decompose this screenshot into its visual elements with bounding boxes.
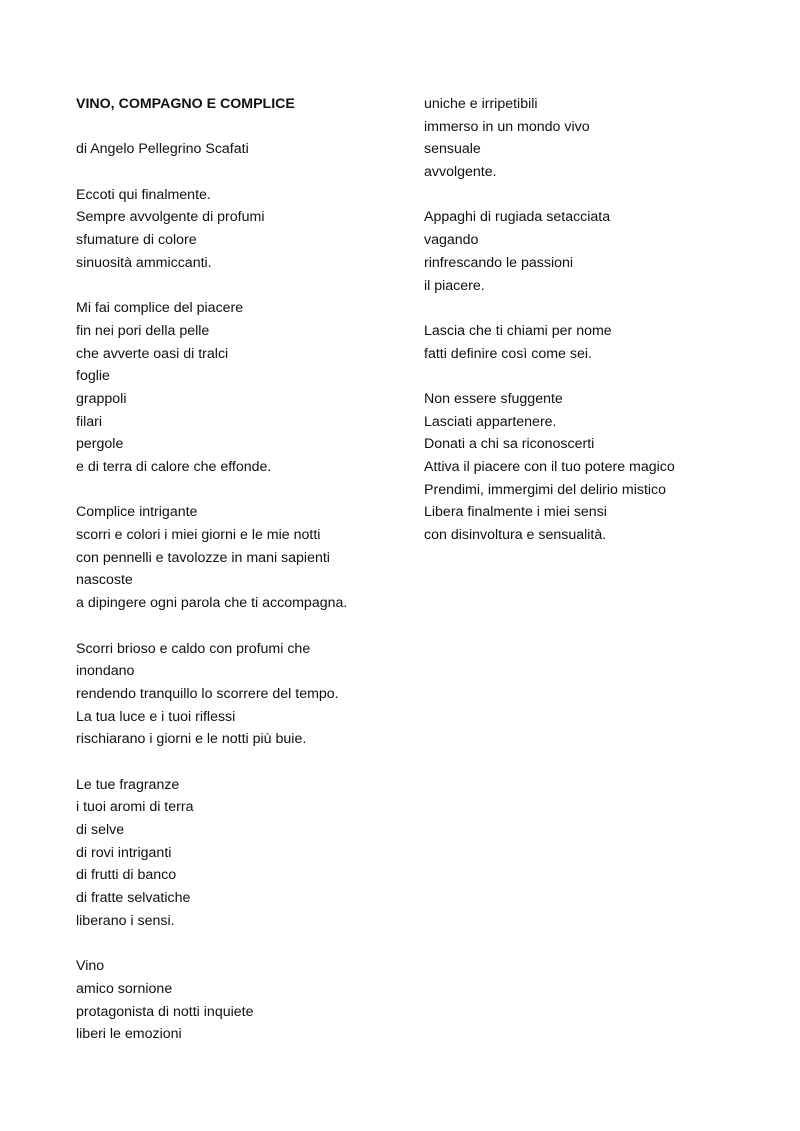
poem-line: avvolgente. bbox=[424, 164, 497, 181]
poem-line: sinuosità ammiccanti. bbox=[76, 254, 212, 271]
poem-line: inondano bbox=[76, 663, 135, 680]
poem-line: e di terra di calore che effonde. bbox=[76, 459, 272, 475]
stanza-break bbox=[76, 932, 406, 955]
poem-line: rinfrescando le passioni bbox=[424, 254, 574, 271]
poem-line: di selve bbox=[76, 822, 125, 838]
poem-line: i tuoi aromi di terra bbox=[76, 799, 194, 816]
poem-line: La tua luce e i tuoi riflessi bbox=[76, 708, 236, 725]
poem-line: di rovi intriganti bbox=[76, 844, 172, 861]
poem-line: filari bbox=[76, 413, 103, 430]
poem-line: di frutti di banco bbox=[76, 867, 177, 884]
poem-line: Complice intrigante bbox=[76, 504, 198, 521]
stanza-break bbox=[424, 365, 774, 388]
stanza-break bbox=[76, 161, 406, 184]
poem-line: Mi fai complice del piacere bbox=[76, 300, 244, 317]
stanza-break bbox=[76, 275, 406, 298]
poem-line: con disinvoltura e sensualità. bbox=[424, 527, 607, 544]
poem-line: Scorri brioso e caldo con profumi che bbox=[76, 640, 311, 657]
poem-line: Appaghi di rugiada setacciata bbox=[424, 209, 611, 226]
poem-line: uniche e irripetibili bbox=[424, 96, 538, 112]
poem-line: Non essere sfuggente bbox=[424, 390, 563, 407]
poem-line: sfumature di colore bbox=[76, 232, 197, 249]
poem-line: rischiarano i giorni e le notti più buie. bbox=[76, 731, 307, 748]
poem-line: nascoste bbox=[76, 572, 133, 589]
poem-line: Vino bbox=[76, 958, 105, 975]
poem-line: di fratte selvatiche bbox=[76, 890, 191, 907]
poem-line: Eccoti qui finalmente. bbox=[76, 186, 211, 203]
poem-line: pergole bbox=[76, 436, 124, 453]
poem-line: amico sornione bbox=[76, 980, 173, 997]
poem-line: Lasciati appartenere. bbox=[424, 413, 557, 430]
poem-line: fin nei pori della pelle bbox=[76, 322, 210, 339]
poem-left-column bbox=[76, 93, 406, 1046]
poem-line: sensuale bbox=[424, 141, 481, 158]
poem-line: fatti definire così come sei. bbox=[424, 345, 592, 362]
poem-line: scorri e colori i miei giorni e le mie notti bbox=[76, 527, 321, 544]
poem-line: foglie bbox=[76, 368, 110, 385]
poem-line: Sempre avvolgente di profumi bbox=[76, 209, 265, 226]
poem-line: Donati a chi sa riconoscerti bbox=[424, 436, 595, 453]
poem-author: di Angelo Pellegrino Scafati bbox=[76, 141, 249, 158]
poem-line: Le tue fragranze bbox=[76, 776, 180, 793]
poem-line: Libera finalmente i miei sensi bbox=[424, 504, 607, 521]
poem-line: Lascia che ti chiami per nome bbox=[424, 322, 612, 339]
poem-right-column bbox=[424, 93, 774, 547]
poem-line: protagonista di notti inquiete bbox=[76, 1003, 254, 1020]
stanza-break bbox=[424, 297, 774, 320]
poem-line: vagando bbox=[424, 232, 479, 249]
stanza-break bbox=[76, 116, 406, 139]
poem-line: Prendimi, immergimi del delirio mistico bbox=[424, 481, 667, 498]
poem-line: liberano i sensi. bbox=[76, 912, 175, 929]
poem-line: immerso in un mondo vivo bbox=[424, 118, 590, 135]
poem-line: che avverte oasi di tralci bbox=[76, 345, 229, 362]
poem-line: Attiva il piacere con il tuo potere magico bbox=[424, 459, 675, 475]
poem-line: con pennelli e tavolozze in mani sapienti bbox=[76, 549, 330, 566]
poem-line: grappoli bbox=[76, 390, 127, 407]
poem-line: a dipingere ogni parola che ti accompagna. bbox=[76, 595, 348, 612]
stanza-break bbox=[76, 615, 406, 638]
poem-title: VINO, COMPAGNO E COMPLICE bbox=[76, 96, 295, 112]
poem-line: liberi le emozioni bbox=[76, 1026, 182, 1043]
stanza-break bbox=[424, 184, 774, 207]
stanza-break bbox=[76, 479, 406, 502]
poem-line: rendendo tranquillo lo scorrere del tempo. bbox=[76, 685, 339, 702]
poem-line: il piacere. bbox=[424, 277, 485, 294]
stanza-break bbox=[76, 751, 406, 774]
